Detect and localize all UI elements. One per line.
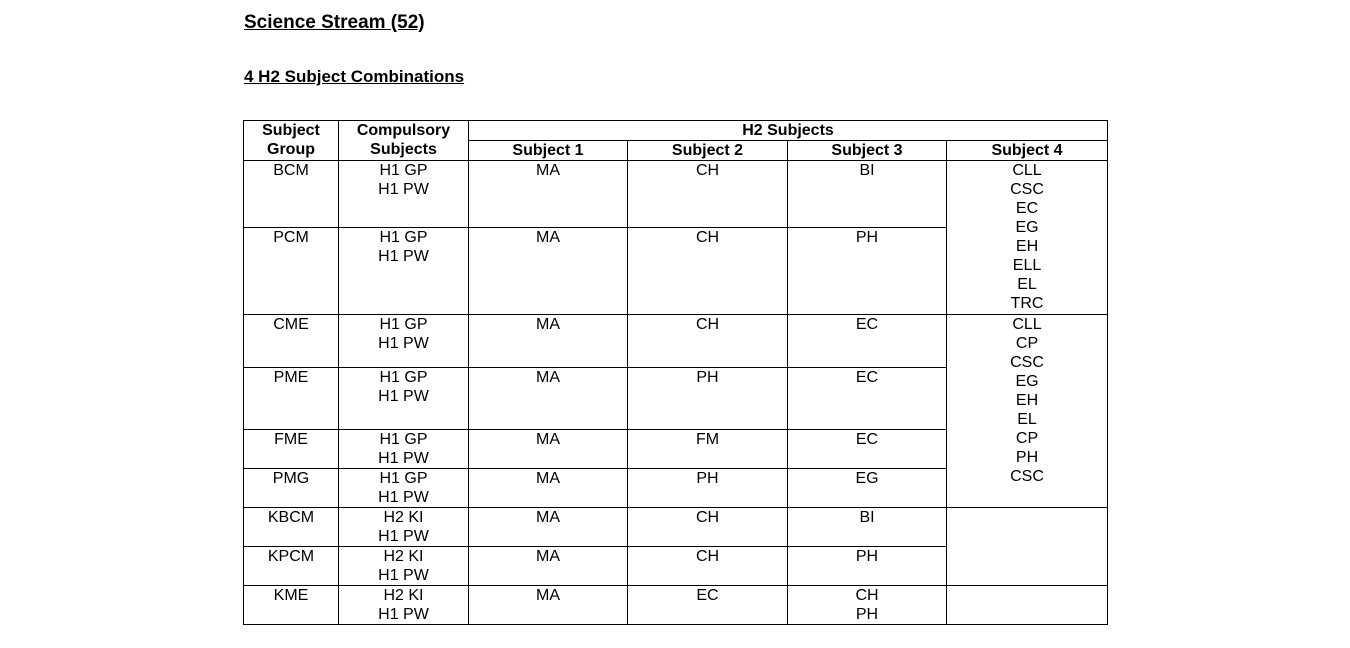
compulsory-cell: H2 KI H1 PW [339,547,469,586]
subject-2-cell: EC [628,586,788,625]
subject-group-cell: KPCM [244,547,339,586]
subject-1-cell: MA [469,161,628,228]
header-h2-subjects: H2 Subjects [469,121,1108,141]
subject-group-cell: KME [244,586,339,625]
subject-4-cell: CLL CP CSC EG EH EL CP PH CSC [947,315,1108,508]
compulsory-cell: H1 GP H1 PW [339,430,469,469]
subject-3-cell: EC [788,368,947,430]
subject-group-cell: CME [244,315,339,368]
compulsory-cell: H1 GP H1 PW [339,368,469,430]
subject-3-cell: BI [788,508,947,547]
header-subject-3: Subject 3 [788,141,947,161]
table-row [244,315,1108,368]
subject-2-cell: CH [628,228,788,315]
compulsory-cell: H2 KI H1 PW [339,508,469,547]
compulsory-cell: H1 GP H1 PW [339,161,469,228]
subject-4-cell-empty [947,508,1108,586]
subject-3-cell: BI [788,161,947,228]
subject-3-cell: EC [788,430,947,469]
compulsory-cell: H1 GP H1 PW [339,469,469,508]
subject-2-cell: PH [628,469,788,508]
subject-group-cell: PMG [244,469,339,508]
subject-2-cell: FM [628,430,788,469]
subject-1-cell: MA [469,469,628,508]
table-row [244,586,1108,625]
compulsory-cell: H1 GP H1 PW [339,228,469,315]
subject-group-cell: BCM [244,161,339,228]
subject-1-cell: MA [469,430,628,469]
subject-4-cell: CLL CSC EC EG EH ELL EL TRC [947,161,1108,315]
subject-2-cell: PH [628,368,788,430]
subject-3-cell: PH [788,228,947,315]
header-subject-group: Subject Group [244,121,339,161]
table-row [244,161,1108,228]
page-title: Science Stream (52) [244,12,425,33]
section-subtitle: 4 H2 Subject Combinations [244,67,465,86]
compulsory-cell: H1 GP H1 PW [339,315,469,368]
subject-1-cell: MA [469,586,628,625]
subject-2-cell: CH [628,315,788,368]
subject-2-cell: CH [628,547,788,586]
subject-1-cell: MA [469,547,628,586]
subject-3-cell: CH PH [788,586,947,625]
subject-group-cell: PCM [244,228,339,315]
header-subject-2: Subject 2 [628,141,788,161]
subject-3-cell: PH [788,547,947,586]
table-row [244,508,1108,547]
subject-group-cell: KBCM [244,508,339,547]
subject-group-cell: PME [244,368,339,430]
header-subject-4: Subject 4 [947,141,1108,161]
subject-3-cell: EC [788,315,947,368]
subject-1-cell: MA [469,228,628,315]
subject-group-cell: FME [244,430,339,469]
header-subject-1: Subject 1 [469,141,628,161]
subject-1-cell: MA [469,368,628,430]
subject-3-cell: EG [788,469,947,508]
subject-combinations-table [243,120,1108,625]
subject-1-cell: MA [469,315,628,368]
subject-1-cell: MA [469,508,628,547]
subject-2-cell: CH [628,508,788,547]
subject-2-cell: CH [628,161,788,228]
header-compulsory-subjects: Compulsory Subjects [339,121,469,161]
compulsory-cell: H2 KI H1 PW [339,586,469,625]
subject-4-cell-empty [947,586,1108,625]
